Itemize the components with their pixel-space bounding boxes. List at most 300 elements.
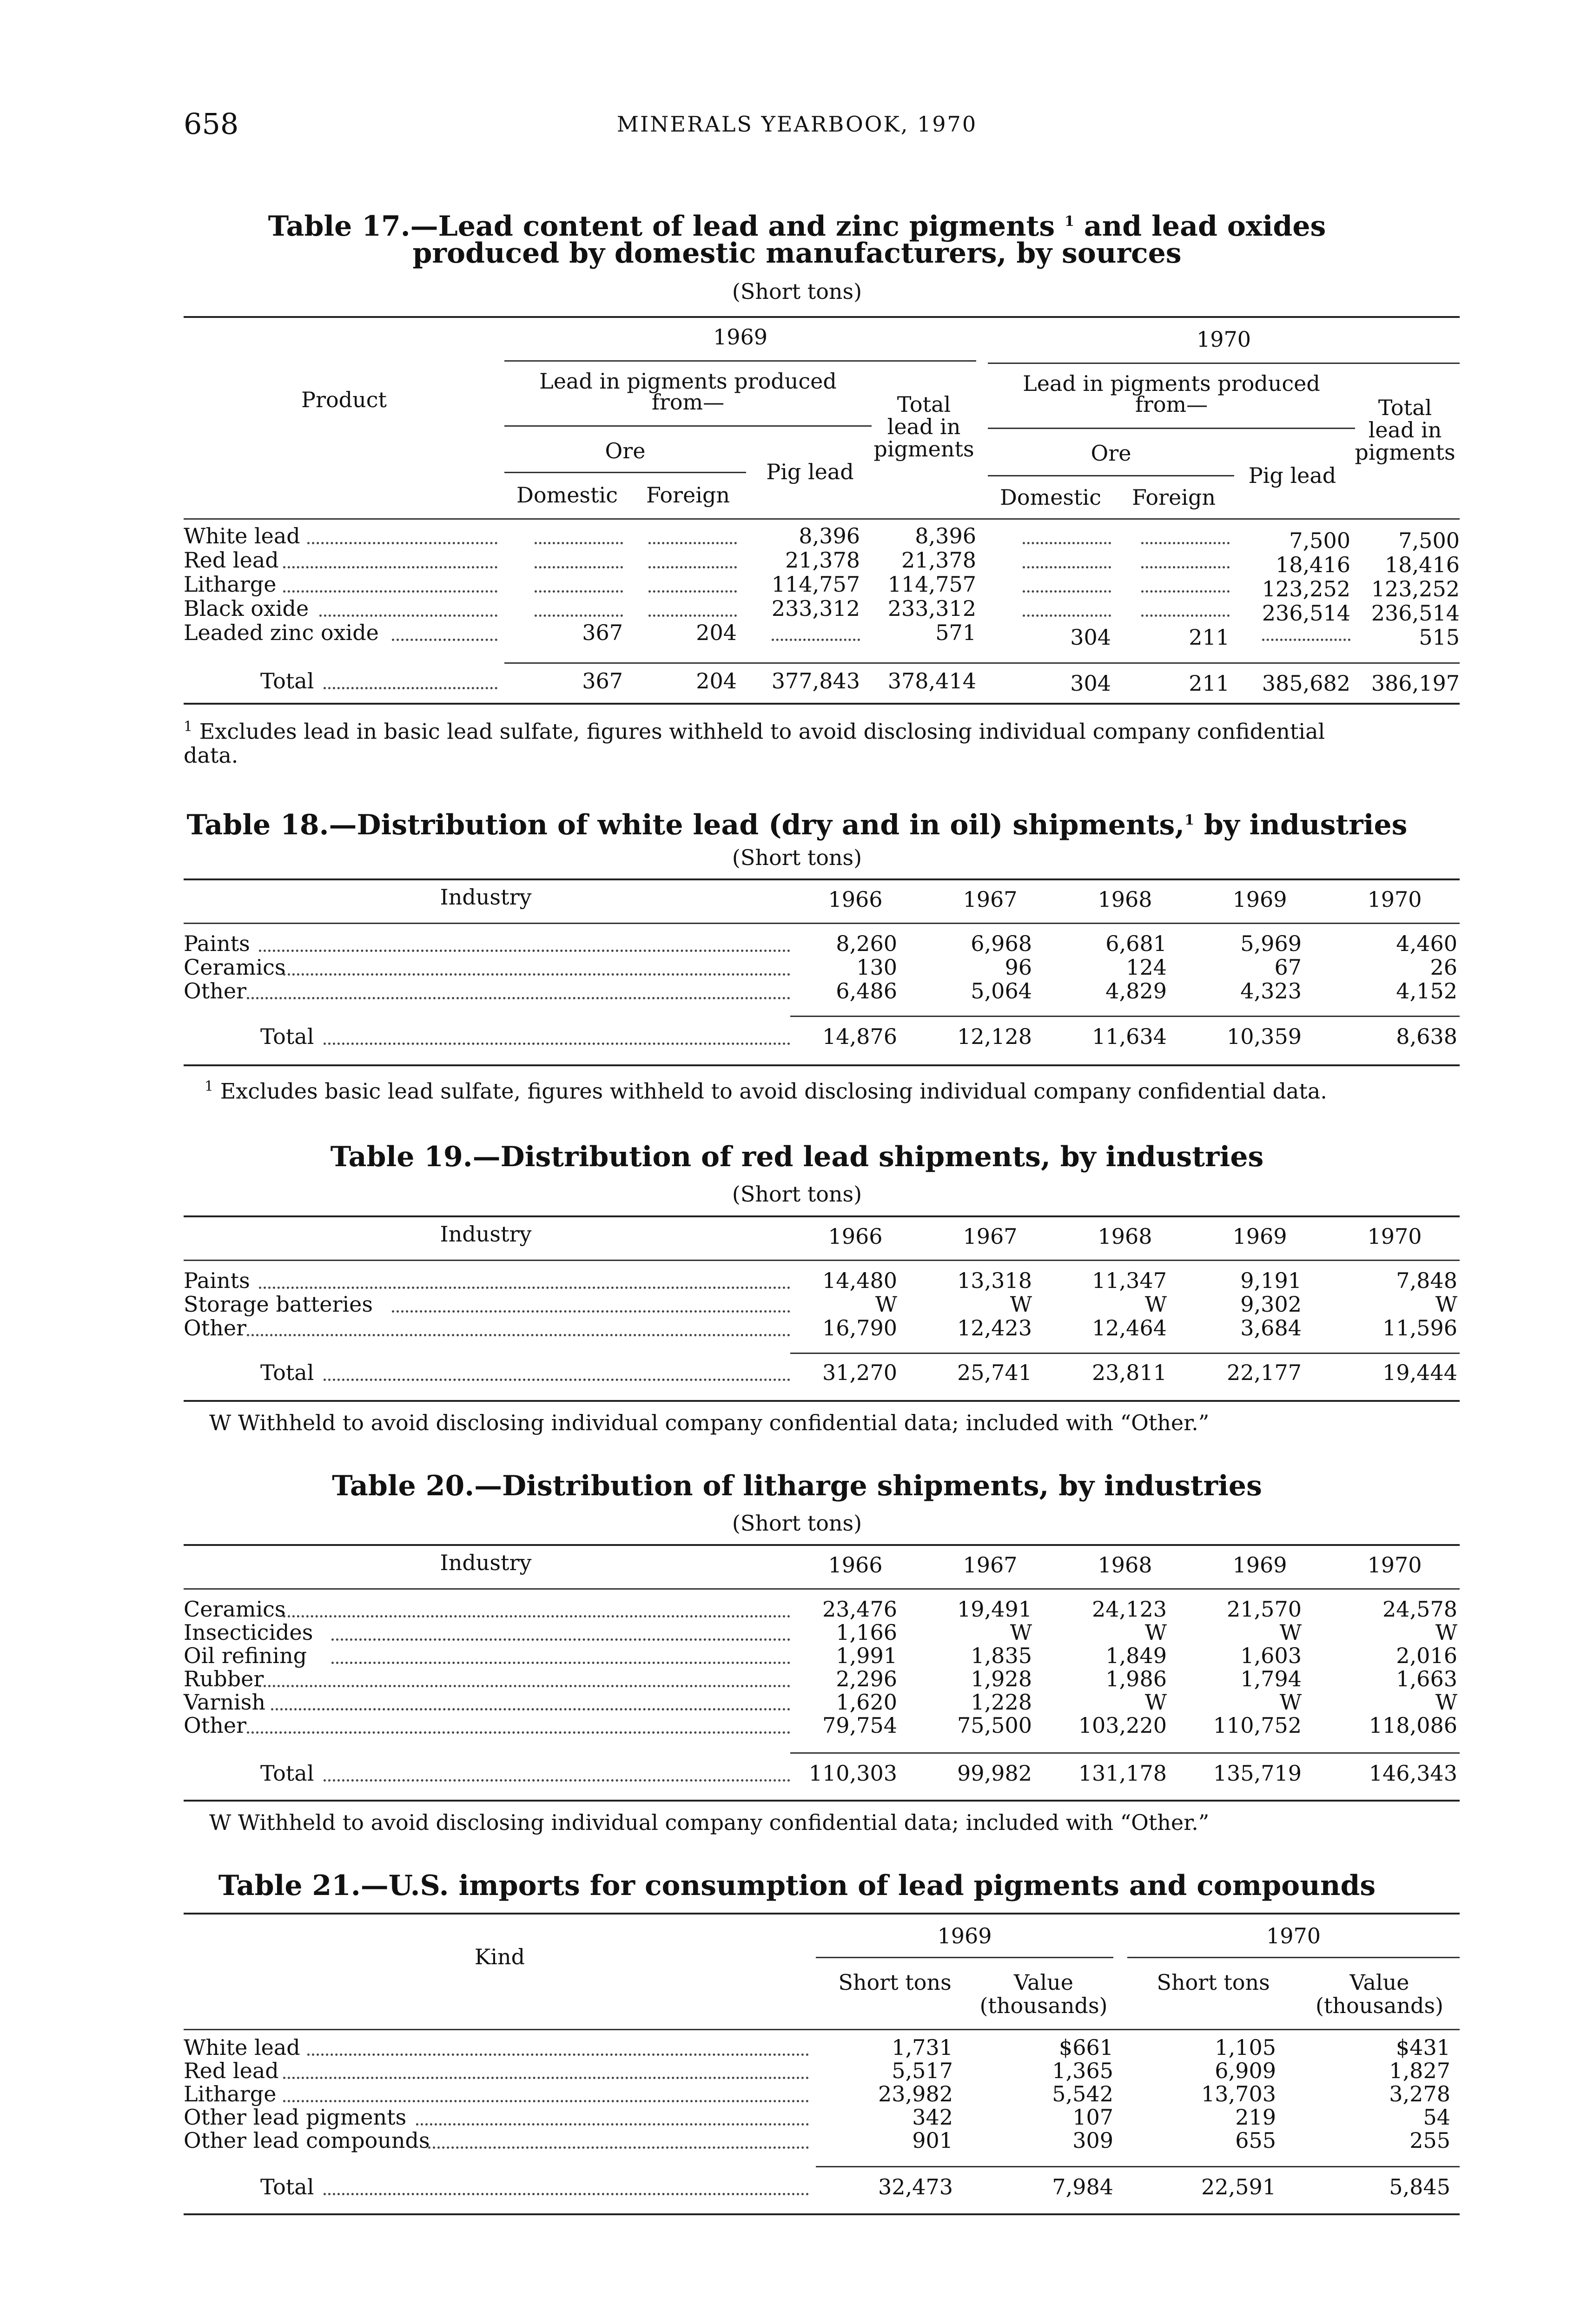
cell-value: 11,347 <box>1092 1268 1167 1293</box>
dot-leader <box>247 1731 790 1734</box>
col-header-lead-in-pigments-1970: Lead in pigments produced <box>1023 371 1320 396</box>
cell-value: 54 <box>1423 2105 1450 2130</box>
cell-value: W <box>1435 1620 1457 1645</box>
col-header-year: 1966 <box>828 1224 883 1249</box>
dot-leader <box>283 2077 809 2079</box>
dot-leader <box>247 997 790 999</box>
footnote-text: Excludes lead in basic lead sulfate, figures withheld to avoid disclosing individual company confidential <box>199 719 1325 744</box>
col-header-product: Product <box>301 387 387 412</box>
cell-value: 219 <box>1235 2105 1276 2130</box>
total-value: 31,270 <box>822 1360 897 1385</box>
rule <box>988 428 1355 429</box>
col-header-short-tons-1969: Short tons <box>838 1970 952 1995</box>
cell-value: 6,486 <box>836 978 897 1004</box>
cell-value: W <box>1144 1690 1167 1715</box>
rule <box>184 878 1460 880</box>
col-header-total-1969-line3: pigments <box>873 436 974 462</box>
col-header-industry: Industry <box>440 885 532 910</box>
table-19-title: Table 19.—Distribution of red lead shipments, by industries <box>330 1141 1264 1173</box>
row-label: Litharge <box>184 572 277 597</box>
footnote-ref: 1 <box>1184 812 1195 828</box>
row-label: Black oxide <box>184 596 309 621</box>
rule <box>816 2166 1460 2167</box>
cell-value: 96 <box>1005 955 1032 980</box>
col-header-total-1969-line2: lead in <box>887 414 961 439</box>
total-value: 204 <box>696 668 737 693</box>
table-18-title <box>0 803 1594 842</box>
cell-value: 1,620 <box>836 1690 897 1715</box>
col-header-total-1970: Total <box>1378 395 1432 420</box>
row-label: Litharge <box>184 2081 277 2106</box>
cell-value: 130 <box>856 955 897 980</box>
cell-value: 1,827 <box>1389 2058 1450 2083</box>
rule <box>184 1260 1460 1261</box>
rule <box>816 1957 1113 1958</box>
cell-value: 118,086 <box>1369 1713 1457 1738</box>
cell-none <box>1123 524 1230 548</box>
total-label: Total <box>260 1360 314 1385</box>
table-17-title-part1: Table 17.—Lead content of lead and zinc pigments <box>268 210 1055 243</box>
cell-value: W <box>1144 1620 1167 1645</box>
rule <box>184 316 1460 318</box>
cell-value: 367 <box>582 620 623 645</box>
dot-leader <box>428 2146 809 2149</box>
total-value: 146,343 <box>1369 1761 1457 1786</box>
row-label: White lead <box>184 2035 300 2060</box>
total-value: 11,634 <box>1092 1024 1167 1049</box>
rule <box>184 518 1460 520</box>
col-header-domestic-1970: Domestic <box>1000 485 1101 510</box>
rule <box>184 1800 1460 1802</box>
row-label: Storage batteries <box>184 1292 373 1317</box>
cell-value: W <box>875 1292 897 1317</box>
cell-value: 342 <box>912 2105 953 2130</box>
cell-value: 21,378 <box>785 548 860 573</box>
total-value: 23,811 <box>1092 1360 1167 1385</box>
cell-value: 18,416 <box>1276 552 1350 577</box>
cell-value: 123,252 <box>1371 576 1460 601</box>
rule <box>504 472 746 473</box>
cell-none <box>516 597 623 620</box>
cell-none <box>516 573 623 596</box>
col-header-value-1969: Value <box>1014 1970 1073 1995</box>
col-header-total-1970-line3: pigments <box>1355 440 1455 465</box>
rule <box>790 1353 1460 1354</box>
cell-value: 13,703 <box>1201 2081 1276 2106</box>
col-header-year: 1968 <box>1098 887 1152 912</box>
total-value: 110,303 <box>808 1761 897 1786</box>
cell-value: $661 <box>1058 2035 1113 2060</box>
table-21-title: Table 21.—U.S. imports for consumption of lead pigments and compounds <box>218 1869 1376 1902</box>
col-header-thousands-1969: (thousands) <box>979 1993 1108 2018</box>
cell-value: 4,323 <box>1240 978 1302 1004</box>
row-label: Oil refining <box>184 1643 307 1668</box>
cell-value: 236,514 <box>1262 601 1350 626</box>
footnote-text: Excludes basic lead sulfate, figures withheld to avoid disclosing individual company confidential data. <box>220 1078 1327 1104</box>
col-header-year: 1969 <box>1232 1224 1287 1249</box>
dot-leader <box>307 2053 809 2056</box>
dot-leader <box>259 1287 790 1289</box>
cell-value: 8,396 <box>915 523 976 548</box>
col-header-foreign-1969: Foreign <box>646 482 730 508</box>
cell-value: W <box>1144 1292 1167 1317</box>
cell-value: 23,476 <box>822 1597 897 1622</box>
rule <box>790 1752 1460 1754</box>
cell-value: 79,754 <box>822 1713 897 1738</box>
row-label: Varnish <box>184 1690 265 1715</box>
cell-value: 4,152 <box>1396 978 1457 1004</box>
cell-value: 515 <box>1419 625 1460 650</box>
col-header-value-1970: Value <box>1349 1970 1409 1995</box>
table-18-title-part1: Table 18.—Distribution of white lead (dry and in oil) shipments, <box>186 809 1185 841</box>
cell-value: 6,968 <box>971 931 1032 956</box>
cell-none <box>630 548 737 572</box>
dot-leader <box>283 1615 790 1618</box>
total-value: 32,473 <box>878 2174 953 2199</box>
cell-value: 7,500 <box>1289 528 1350 553</box>
total-value: 7,984 <box>1052 2174 1113 2199</box>
cell-none <box>516 548 623 572</box>
col-header-year: 1968 <box>1098 1552 1152 1578</box>
dot-leader <box>324 2193 809 2195</box>
total-value: 5,845 <box>1389 2174 1450 2199</box>
col-header-total-1970-line2: lead in <box>1368 417 1442 442</box>
rule <box>184 703 1460 705</box>
cell-value: 5,517 <box>892 2058 953 2083</box>
cell-value: 8,396 <box>799 523 860 548</box>
table-17-title-part2: and lead oxides <box>1084 210 1326 243</box>
row-label: Other <box>184 1315 247 1340</box>
dot-leader <box>324 1779 790 1782</box>
cell-value: 19,491 <box>957 1597 1032 1622</box>
cell-value: 1,365 <box>1052 2058 1113 2083</box>
cell-value: 11,596 <box>1382 1315 1457 1340</box>
cell-none <box>630 573 737 596</box>
total-value: 304 <box>1070 671 1111 696</box>
cell-value: 14,480 <box>822 1268 897 1293</box>
dot-leader <box>324 1379 790 1381</box>
cell-value: 9,302 <box>1240 1292 1302 1317</box>
dot-leader <box>324 1043 790 1045</box>
col-header-domestic-1969: Domestic <box>516 482 618 508</box>
cell-value: 233,312 <box>771 596 860 621</box>
cell-none <box>1123 597 1230 620</box>
col-header-1970: 1970 <box>1266 1923 1321 1948</box>
dot-leader <box>283 590 497 593</box>
rule <box>988 475 1234 476</box>
cell-value: 24,578 <box>1382 1597 1457 1622</box>
cell-value: 1,603 <box>1240 1643 1302 1668</box>
total-value: 135,719 <box>1213 1761 1302 1786</box>
total-label: Total <box>260 2174 314 2199</box>
cell-none <box>630 524 737 548</box>
table-18-unit: (Short tons) <box>732 845 862 870</box>
cell-value: 255 <box>1409 2128 1450 2153</box>
col-header-short-tons-1970: Short tons <box>1157 1970 1270 1995</box>
footnote-marker: 1 <box>184 719 193 735</box>
total-value: 10,359 <box>1227 1024 1302 1049</box>
cell-value: 26 <box>1430 955 1457 980</box>
cell-value: 655 <box>1235 2128 1276 2153</box>
cell-value: 1,663 <box>1396 1666 1457 1691</box>
col-header-year: 1970 <box>1367 887 1422 912</box>
cell-none <box>1004 597 1111 620</box>
cell-value: 4,460 <box>1396 931 1457 956</box>
cell-value: 114,757 <box>771 572 860 597</box>
row-label: Ceramics <box>184 955 286 980</box>
cell-value: 309 <box>1072 2128 1113 2153</box>
cell-value: 3,278 <box>1389 2081 1450 2106</box>
total-value: 377,843 <box>771 668 860 693</box>
cell-value: 1,991 <box>836 1643 897 1668</box>
cell-value: W <box>1010 1620 1032 1645</box>
total-label: Total <box>260 1024 314 1049</box>
dot-leader <box>324 687 497 689</box>
col-header-ore-1969: Ore <box>605 438 646 463</box>
table-20-footnote: W Withheld to avoid disclosing individual company confidential data; included with “Other.” <box>209 1810 1210 1835</box>
cell-value: 211 <box>1189 625 1230 650</box>
total-value: 131,178 <box>1078 1761 1167 1786</box>
cell-value: 901 <box>912 2128 953 2153</box>
cell-none <box>630 597 737 620</box>
total-value: 22,591 <box>1201 2174 1276 2199</box>
col-header-year: 1969 <box>1232 1552 1287 1578</box>
cell-value: 114,757 <box>887 572 976 597</box>
cell-value: 1,835 <box>971 1643 1032 1668</box>
cell-none <box>1123 548 1230 572</box>
dot-leader <box>416 2123 809 2126</box>
cell-value: 3,684 <box>1240 1315 1302 1340</box>
cell-value: 7,848 <box>1396 1268 1457 1293</box>
row-label: Rubber <box>184 1666 264 1691</box>
footnote-marker: 1 <box>205 1078 214 1095</box>
dot-leader <box>392 1310 790 1313</box>
row-label: Paints <box>184 931 250 956</box>
cell-value: 233,312 <box>887 596 976 621</box>
row-label: Other lead compounds <box>184 2128 430 2153</box>
row-label: Red lead <box>184 2058 279 2083</box>
rule <box>184 2213 1460 2215</box>
cell-value: 12,464 <box>1092 1315 1167 1340</box>
cell-value: 13,318 <box>957 1268 1032 1293</box>
col-header-year: 1967 <box>963 1552 1018 1578</box>
footnote-ref: 1 <box>1065 213 1074 230</box>
col-header-from-1969: from— <box>651 390 725 415</box>
cell-value: W <box>1010 1292 1032 1317</box>
footnote-text-cont: data. <box>184 743 238 768</box>
total-value: 211 <box>1189 671 1230 696</box>
col-header-year: 1967 <box>963 1224 1018 1249</box>
row-label: Insecticides <box>184 1620 313 1645</box>
cell-value: 236,514 <box>1371 601 1460 626</box>
cell-value: 204 <box>696 620 737 645</box>
col-header-total-1969: Total <box>897 392 951 417</box>
dot-leader <box>307 542 497 544</box>
cell-value: 12,423 <box>957 1315 1032 1340</box>
row-label: Paints <box>184 1268 250 1293</box>
total-label: Total <box>260 668 314 693</box>
col-header-industry: Industry <box>440 1550 532 1575</box>
dot-leader <box>283 566 497 568</box>
rule <box>184 1544 1460 1546</box>
col-header-thousands-1970: (thousands) <box>1315 1993 1444 2018</box>
cell-none <box>1004 548 1111 572</box>
cell-value: 1,794 <box>1240 1666 1302 1691</box>
cell-none <box>753 621 860 644</box>
row-label: Other lead pigments <box>184 2105 407 2130</box>
total-value: 367 <box>582 668 623 693</box>
cell-value: 16,790 <box>822 1315 897 1340</box>
cell-value: 75,500 <box>957 1713 1032 1738</box>
row-label: Red lead <box>184 548 279 573</box>
table-20-unit: (Short tons) <box>732 1511 862 1536</box>
dot-leader <box>247 1334 790 1336</box>
cell-value: 4,829 <box>1105 978 1167 1004</box>
total-value: 378,414 <box>887 668 976 693</box>
cell-value: 1,849 <box>1105 1643 1167 1668</box>
cell-value: 5,969 <box>1240 931 1302 956</box>
rule <box>184 1588 1460 1590</box>
row-label: Other <box>184 1713 247 1738</box>
col-header-1969: 1969 <box>713 324 768 350</box>
dot-leader <box>259 1685 790 1687</box>
cell-value: 7,500 <box>1398 528 1460 553</box>
table-17-footnote <box>184 715 1462 767</box>
rule <box>504 360 976 362</box>
cell-value: 5,542 <box>1052 2081 1113 2106</box>
col-header-industry: Industry <box>440 1221 532 1247</box>
cell-value: 304 <box>1070 625 1111 650</box>
total-value: 8,638 <box>1396 1024 1457 1049</box>
cell-value: 6,681 <box>1105 931 1167 956</box>
cell-value: 124 <box>1126 955 1167 980</box>
col-header-lead-in-pigments-1969: Lead in pigments produced <box>539 369 837 394</box>
rule <box>184 2029 1460 2030</box>
cell-value: 24,123 <box>1092 1597 1167 1622</box>
col-header-year: 1970 <box>1367 1224 1422 1249</box>
rule <box>184 923 1460 924</box>
col-header-foreign-1970: Foreign <box>1131 485 1216 510</box>
col-header-pig-lead-1970: Pig lead <box>1248 463 1336 488</box>
total-value: 99,982 <box>957 1761 1032 1786</box>
table-18-footnote <box>205 1075 1460 1103</box>
col-header-year: 1969 <box>1232 887 1287 912</box>
table-17-unit: (Short tons) <box>732 279 862 304</box>
cell-value: 1,105 <box>1215 2035 1276 2060</box>
col-header-year: 1970 <box>1367 1552 1422 1578</box>
total-label: Total <box>260 1761 314 1786</box>
total-value: 22,177 <box>1227 1360 1302 1385</box>
total-value: 386,197 <box>1371 671 1460 696</box>
dot-leader <box>283 2100 809 2102</box>
cell-value: 21,378 <box>901 548 976 573</box>
rule <box>184 1064 1460 1066</box>
table-19-unit: (Short tons) <box>732 1182 862 1207</box>
rule <box>504 662 1460 664</box>
cell-none <box>1243 621 1350 644</box>
dot-leader <box>283 973 790 976</box>
cell-none <box>1004 524 1111 548</box>
cell-value: 1,928 <box>971 1666 1032 1691</box>
cell-value: 9,191 <box>1240 1268 1302 1293</box>
rule <box>184 1913 1460 1915</box>
rule <box>184 1215 1460 1217</box>
col-header-1969: 1969 <box>937 1923 992 1948</box>
row-label: Ceramics <box>184 1597 286 1622</box>
cell-value: 107 <box>1072 2105 1113 2130</box>
cell-value: W <box>1279 1690 1302 1715</box>
total-value: 19,444 <box>1382 1360 1457 1385</box>
table-20-title: Table 20.—Distribution of litharge shipments, by industries <box>332 1470 1262 1502</box>
row-label: Other <box>184 978 247 1004</box>
cell-value: 2,016 <box>1396 1643 1457 1668</box>
cell-value: 571 <box>935 620 976 645</box>
rule <box>790 1016 1460 1017</box>
cell-value: $431 <box>1396 2035 1450 2060</box>
running-head: MINERALS YEARBOOK, 1970 <box>616 112 978 137</box>
col-header-from-1970: from— <box>1135 392 1208 417</box>
table-19-footnote: W Withheld to avoid disclosing individual company confidential data; included with “Other.” <box>209 1410 1210 1435</box>
cell-none <box>516 524 623 548</box>
rule <box>184 1400 1460 1402</box>
cell-value: W <box>1279 1620 1302 1645</box>
cell-value: 23,982 <box>878 2081 953 2106</box>
dot-leader <box>319 614 497 617</box>
col-header-year: 1968 <box>1098 1224 1152 1249</box>
col-header-1970: 1970 <box>1196 327 1251 352</box>
cell-value: 110,752 <box>1213 1713 1302 1738</box>
dot-leader <box>331 1662 790 1664</box>
cell-none <box>1123 573 1230 596</box>
cell-value: 1,228 <box>971 1690 1032 1715</box>
cell-value: 8,260 <box>836 931 897 956</box>
total-value: 12,128 <box>957 1024 1032 1049</box>
row-label: Leaded zinc oxide <box>184 620 379 645</box>
col-header-ore-1970: Ore <box>1091 441 1131 466</box>
col-header-year: 1966 <box>828 1552 883 1578</box>
cell-value: W <box>1435 1292 1457 1317</box>
page-header <box>0 107 1594 149</box>
table-17-title-line2: produced by domestic manufacturers, by sources <box>412 237 1182 270</box>
cell-value: 21,570 <box>1227 1597 1302 1622</box>
cell-value: 18,416 <box>1385 552 1460 577</box>
cell-value: 5,064 <box>971 978 1032 1004</box>
cell-value: 1,166 <box>836 1620 897 1645</box>
cell-value: 1,731 <box>892 2035 953 2060</box>
rule <box>504 425 872 427</box>
col-header-pig-lead-1969: Pig lead <box>766 459 854 484</box>
col-header-kind: Kind <box>474 1944 525 1969</box>
cell-value: 123,252 <box>1262 576 1350 601</box>
cell-value: 2,296 <box>836 1666 897 1691</box>
dot-leader <box>271 1708 790 1710</box>
col-header-year: 1967 <box>963 887 1018 912</box>
dot-leader <box>259 950 790 952</box>
cell-value: 1,986 <box>1105 1666 1167 1691</box>
col-header-year: 1966 <box>828 887 883 912</box>
total-value: 25,741 <box>957 1360 1032 1385</box>
dot-leader <box>331 1638 790 1641</box>
page-number: 658 <box>184 107 239 141</box>
cell-value: 6,909 <box>1215 2058 1276 2083</box>
cell-value: 67 <box>1274 955 1302 980</box>
cell-value: W <box>1435 1690 1457 1715</box>
rule <box>988 363 1460 364</box>
rule <box>1127 1957 1460 1958</box>
row-label: White lead <box>184 523 300 548</box>
total-value: 14,876 <box>822 1024 897 1049</box>
dot-leader <box>392 639 497 641</box>
